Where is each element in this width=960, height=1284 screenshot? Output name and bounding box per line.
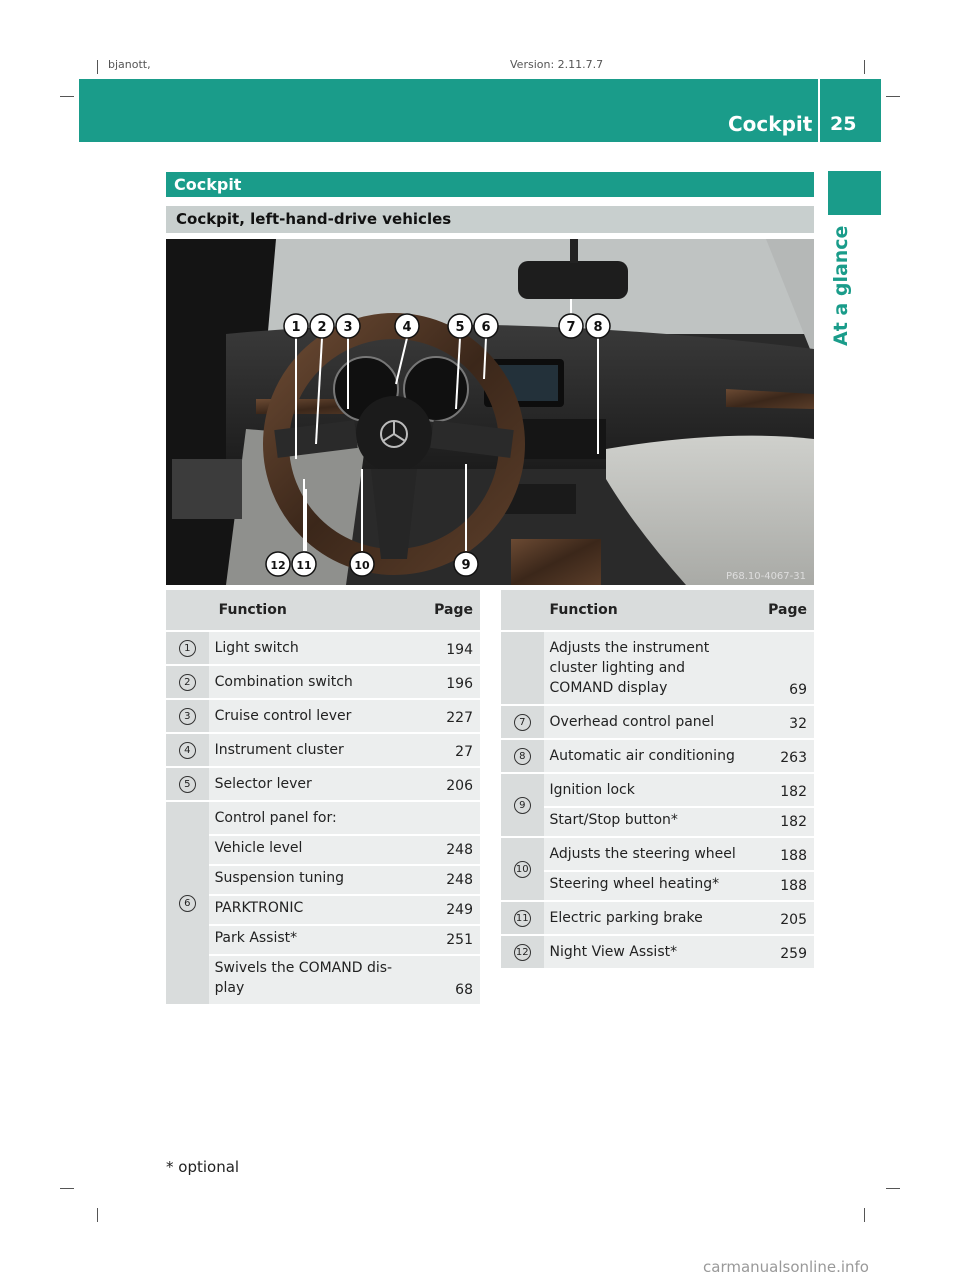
callout-number-icon: 8	[514, 748, 531, 765]
function-cell: Selector lever	[209, 768, 413, 800]
callout-number-icon: 3	[179, 708, 196, 725]
svg-text:2: 2	[317, 320, 327, 335]
table-row	[501, 774, 814, 806]
cockpit-photo	[166, 239, 814, 585]
svg-text:5: 5	[455, 320, 465, 335]
callout-4	[395, 314, 419, 338]
function-table-right	[501, 588, 814, 970]
callout-number-icon: 10	[514, 861, 531, 878]
table-row	[166, 632, 480, 664]
page-cell: 248	[413, 866, 480, 894]
callout-number-icon: 5	[179, 776, 196, 793]
table-header-num	[166, 590, 209, 630]
callout-9	[454, 552, 478, 576]
callout-6	[474, 314, 498, 338]
svg-text:12: 12	[270, 559, 286, 572]
function-table-left	[166, 588, 480, 1006]
crop-mark	[97, 1208, 98, 1222]
page-header-title: Cockpit	[728, 112, 813, 136]
table-row	[166, 734, 480, 766]
page-cell: 206	[413, 768, 480, 800]
function-cell: Ignition lock	[544, 774, 747, 806]
page-cell: 251	[413, 926, 480, 954]
page-cell: 205	[747, 902, 814, 934]
page-cell: 27	[413, 734, 480, 766]
page-cell: 259	[747, 936, 814, 968]
table-row	[166, 700, 480, 732]
function-cell: Combination switch	[209, 666, 413, 698]
function-cell: Automatic air conditioning	[544, 740, 747, 772]
watermark: carmanualsonline.info	[703, 1258, 869, 1276]
table-header-page: Page	[747, 590, 814, 630]
function-cell: Night View Assist*	[544, 936, 747, 968]
callout-2	[310, 314, 334, 338]
print-meta-version: Version: 2.11.7.7	[510, 58, 604, 71]
photo-code: P68.10-4067-31	[725, 571, 806, 582]
row-number-badge	[166, 802, 209, 1004]
callout-number-icon: 11	[514, 910, 531, 927]
page-cell: 32	[747, 706, 814, 738]
table-subrow	[166, 896, 480, 924]
row-number-badge	[501, 740, 544, 772]
crop-mark	[60, 96, 74, 97]
subsection-title: Cockpit, left-hand-drive vehicles	[166, 206, 814, 233]
function-cell: PARKTRONIC	[209, 896, 413, 924]
row-number-badge	[166, 734, 209, 766]
row-number-badge	[501, 632, 544, 704]
callout-number-icon: 1	[179, 640, 196, 657]
page-cell: 196	[413, 666, 480, 698]
callout-number-icon: 12	[514, 944, 531, 961]
callout-8	[586, 314, 610, 338]
table-header-page: Page	[413, 590, 480, 630]
callout-11	[292, 552, 316, 576]
page-cell: 188	[747, 838, 814, 870]
section-title: Cockpit	[166, 172, 814, 197]
row-number-badge	[166, 666, 209, 698]
function-cell: Start/Stop button*	[544, 808, 747, 836]
table-row	[501, 740, 814, 772]
page-cell: 69	[747, 632, 814, 704]
row-number-badge	[501, 838, 544, 900]
svg-text:1: 1	[291, 320, 301, 335]
row-number-badge	[166, 700, 209, 732]
svg-text:7: 7	[566, 320, 576, 335]
row-number-badge	[501, 902, 544, 934]
page-cell: 227	[413, 700, 480, 732]
page-cell: 188	[747, 872, 814, 900]
function-cell: Control panel for:	[209, 802, 413, 834]
crop-mark	[886, 96, 900, 97]
callout-number-icon: 7	[514, 714, 531, 731]
svg-text:6: 6	[481, 320, 491, 335]
svg-text:11: 11	[296, 559, 312, 572]
crop-mark	[60, 1188, 74, 1189]
page-cell	[413, 802, 480, 834]
function-cell: Adjusts the steering wheel	[544, 838, 747, 870]
page-cell: 194	[413, 632, 480, 664]
print-meta-left: bjanott,	[108, 58, 151, 71]
table-row	[501, 902, 814, 934]
side-tab-label: At a glance	[830, 225, 852, 346]
row-number-badge	[501, 936, 544, 968]
header-divider	[818, 79, 820, 142]
side-tab-block	[828, 171, 881, 215]
function-cell: Vehicle level	[209, 836, 413, 864]
svg-text:9: 9	[461, 558, 471, 573]
svg-text:10: 10	[354, 559, 370, 572]
table-subrow	[166, 926, 480, 954]
crop-mark	[886, 1188, 900, 1189]
svg-text:3: 3	[343, 320, 353, 335]
page-cell: 182	[747, 774, 814, 806]
row-number-badge	[501, 706, 544, 738]
callout-3	[336, 314, 360, 338]
table-subrow	[501, 872, 814, 900]
callout-number-icon: 6	[179, 895, 196, 912]
table-row	[501, 706, 814, 738]
function-cell: Suspension tuning	[209, 866, 413, 894]
row-number-badge	[166, 768, 209, 800]
svg-text:4: 4	[402, 320, 412, 335]
table-row	[166, 666, 480, 698]
callout-12	[266, 552, 290, 576]
function-cell: Adjusts the instrument cluster lighting and COMAND display	[544, 632, 747, 704]
callout-1	[284, 314, 308, 338]
row-number-badge	[166, 632, 209, 664]
crop-mark	[864, 1208, 865, 1222]
crop-mark	[864, 60, 865, 74]
table-row	[166, 768, 480, 800]
page-cell: 249	[413, 896, 480, 924]
page-cell: 263	[747, 740, 814, 772]
table-header-function: Function	[544, 590, 747, 630]
table-row	[501, 936, 814, 968]
table-subrow	[166, 956, 480, 1004]
crop-mark	[97, 60, 98, 74]
callout-number-icon: 2	[179, 674, 196, 691]
function-cell: Overhead control panel	[544, 706, 747, 738]
function-cell: Park Assist*	[209, 926, 413, 954]
table-subrow	[166, 836, 480, 864]
function-cell: Instrument cluster	[209, 734, 413, 766]
page-cell: 68	[413, 956, 480, 1004]
table-row	[166, 802, 480, 834]
table-header-num	[501, 590, 544, 630]
page-cell: 182	[747, 808, 814, 836]
footnote: * optional	[166, 1158, 240, 1176]
row-number-badge	[501, 774, 544, 836]
function-cell: Light switch	[209, 632, 413, 664]
function-cell: Cruise control lever	[209, 700, 413, 732]
table-header-function: Function	[209, 590, 413, 630]
table-row	[501, 838, 814, 870]
function-cell: Steering wheel heating*	[544, 872, 747, 900]
table-subrow	[166, 866, 480, 894]
table-subrow	[501, 808, 814, 836]
page-cell: 248	[413, 836, 480, 864]
page-number: 25	[830, 113, 857, 135]
callout-number-icon: 4	[179, 742, 196, 759]
function-cell: Swivels the COMAND dis-play	[209, 956, 413, 1004]
callout-10	[350, 552, 374, 576]
svg-text:8: 8	[593, 320, 603, 335]
callout-number-icon: 9	[514, 797, 531, 814]
callout-7	[559, 314, 583, 338]
callout-5	[448, 314, 472, 338]
table-row	[501, 632, 814, 704]
function-cell: Electric parking brake	[544, 902, 747, 934]
